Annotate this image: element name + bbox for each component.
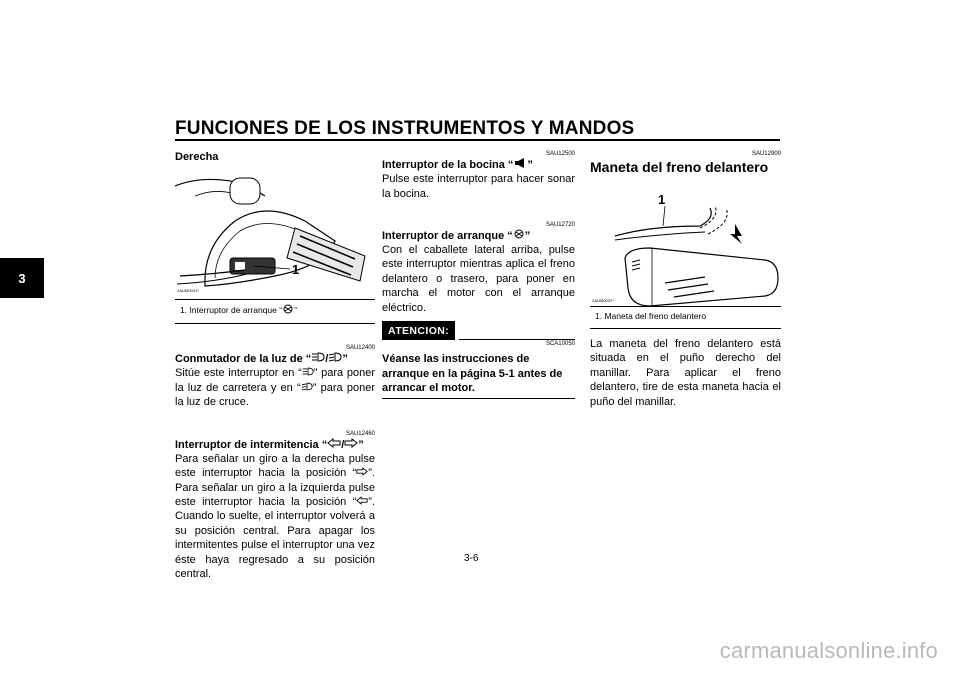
low-beam-icon xyxy=(301,381,313,395)
heading-dimmer-switch: Conmutador de la luz de “ / ” xyxy=(175,353,348,365)
column-left xyxy=(175,150,375,582)
title-rule xyxy=(175,139,780,141)
turn-left-icon xyxy=(356,495,368,509)
heading-start-switch: Interruptor de arranque “ ” xyxy=(382,229,531,242)
front-brake-illustration xyxy=(590,178,781,306)
heading-derecha: Derecha xyxy=(175,151,219,163)
watermark: carmanualsonline.info xyxy=(719,638,938,663)
horn-icon xyxy=(513,158,527,172)
heading-front-brake: Maneta del freno delantero xyxy=(590,159,769,175)
low-beam-icon xyxy=(328,352,342,366)
turn-left-icon xyxy=(327,438,341,452)
turn-signal-text: Para señalar un giro a la derecha pulse este interruptor hacia la posición “ ”. Para señalar un giro a la izquierda pulse este interruptor hacia la posición “ ”. Cuando lo suelte, el interruptor volverá a su posición central. Para apagar los intermitentes pulse el interruptor una vez éste haya regresado a su posición central. xyxy=(175,452,375,581)
front-brake-text: La maneta del freno delantero está situada en el puño derecho del manillar. Para aplicar el freno delantero, tire de esta maneta hacia el puño del manillar. xyxy=(590,338,781,408)
dimmer-switch-text: Sitúe este interruptor en “ ” para poner la luz de carretera y en “ ” para poner la luz de cruce. xyxy=(175,367,375,409)
section-code: SAU12720 xyxy=(545,221,575,228)
heading-horn: Interruptor de la bocina “ ” xyxy=(382,159,533,171)
page-title: FUNCIONES DE LOS INSTRUMENTOS Y MANDOS xyxy=(175,118,635,139)
chapter-tab: 3 xyxy=(0,258,44,298)
caution-badge: ATENCION: xyxy=(382,321,455,340)
high-beam-icon xyxy=(311,352,325,366)
section-code: SAU12500 xyxy=(545,151,575,157)
section-code: SAU12460 xyxy=(345,430,375,437)
figure-callout: 1 xyxy=(292,262,300,277)
section-code: SAU12900 xyxy=(751,151,781,157)
figure-caption: 1. Interruptor de arranque “ ” xyxy=(175,299,375,324)
caution-text: Véanse las instrucciones de arranque en la página 5-1 antes de arrancar el motor. xyxy=(382,352,575,398)
column-right xyxy=(590,150,781,409)
caution-header xyxy=(382,321,575,340)
heading-turn-signal: Interruptor de intermitencia “ / ” xyxy=(175,438,364,451)
turn-right-icon xyxy=(344,438,358,452)
figure-code: ZAUM0037* xyxy=(592,298,614,303)
caution-code: SCA10050 xyxy=(545,341,575,348)
handlebar-right-illustration xyxy=(175,166,375,299)
high-beam-icon xyxy=(302,366,314,380)
figure-code: ZAUM0031* xyxy=(177,288,199,293)
start-switch-icon xyxy=(513,229,525,243)
start-switch-icon xyxy=(282,304,294,317)
column-middle xyxy=(382,150,575,399)
figure-caption: 1. Maneta del freno delantero xyxy=(590,306,781,329)
start-switch-text: Con el caballete lateral arriba, pulse este interruptor mientras aplica el freno delantero o trasero, para poner en marcha el motor con el arranque eléctrico. xyxy=(382,244,575,314)
turn-right-icon xyxy=(356,466,368,480)
figure-callout: 1 xyxy=(658,192,666,207)
horn-text: Pulse este interruptor para hacer sonar la bocina. xyxy=(382,173,575,200)
section-code: SAU12400 xyxy=(345,345,375,351)
page-number: 3-6 xyxy=(464,553,479,564)
